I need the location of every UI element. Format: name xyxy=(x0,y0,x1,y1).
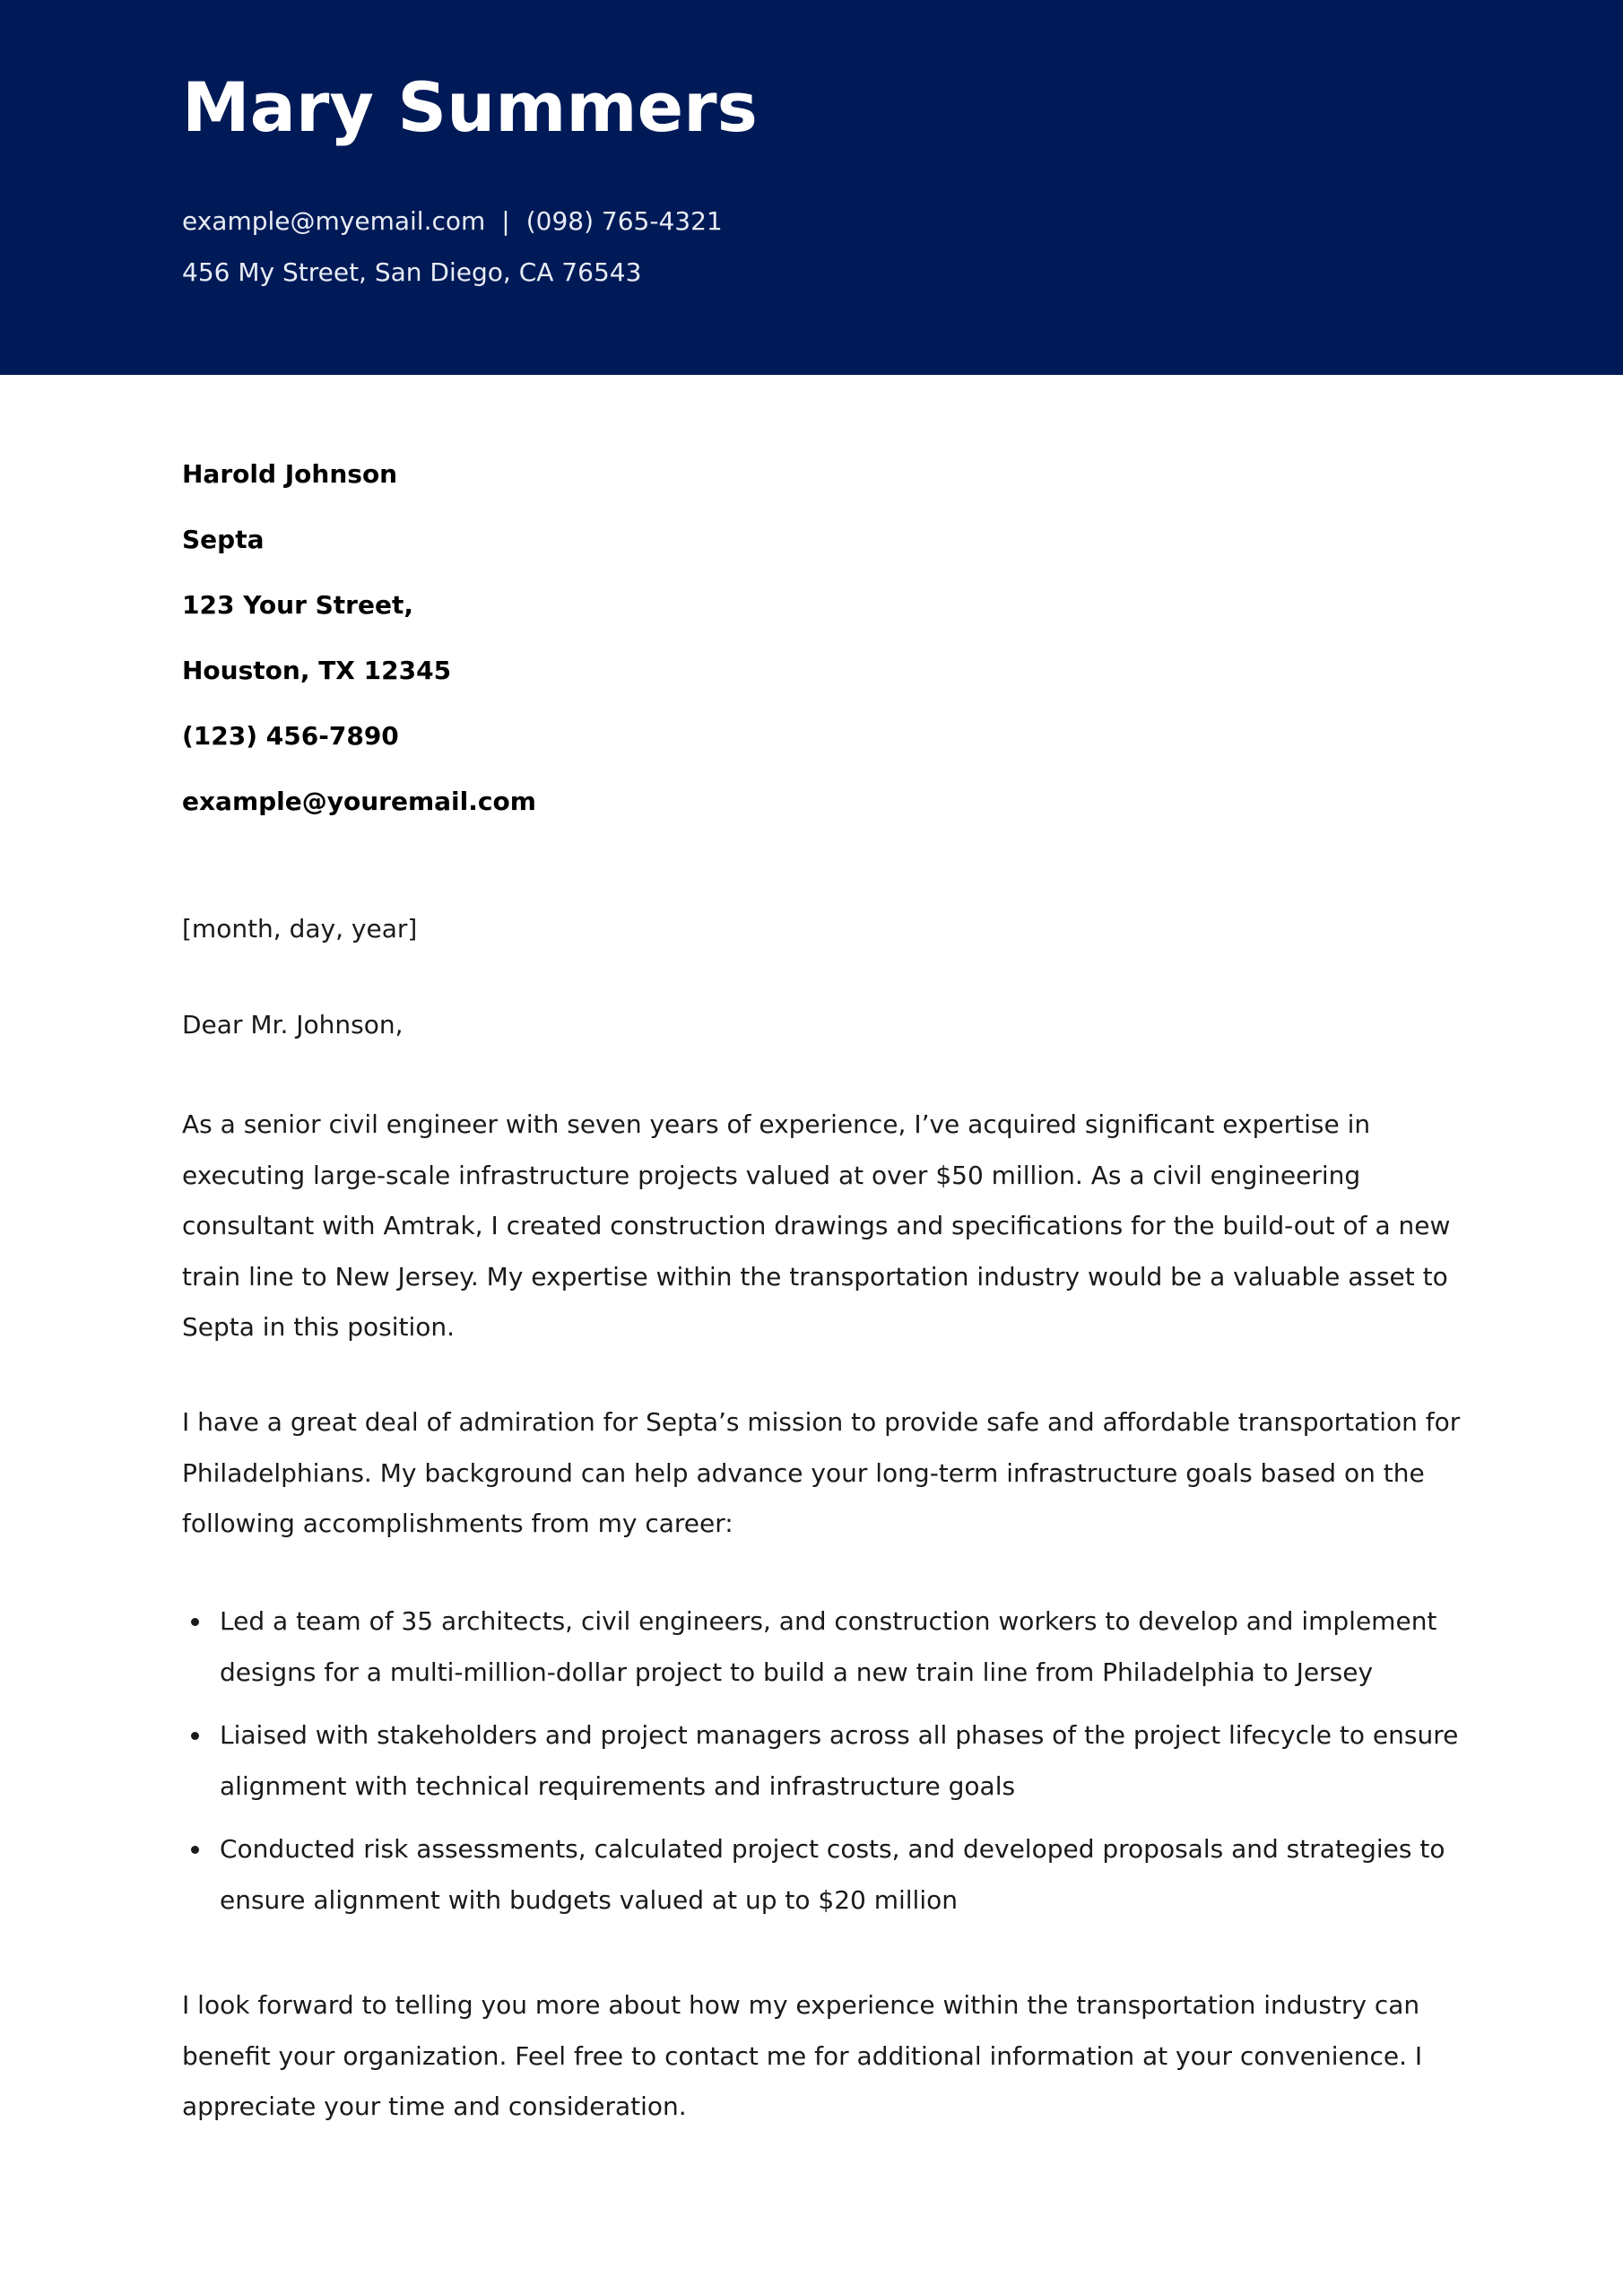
list-item xyxy=(182,1824,1464,1926)
recipient-phone: (123) 456-7890 xyxy=(182,721,399,751)
contact-separator: | xyxy=(501,206,510,236)
salutation: Dear Mr. Johnson, xyxy=(182,1010,404,1039)
recipient-company: Septa xyxy=(182,525,265,554)
accomplishments-list xyxy=(182,1596,1464,1938)
letter-header xyxy=(0,0,1623,375)
sender-email: example@myemail.com xyxy=(182,206,486,236)
sender-name: Mary Summers xyxy=(182,67,758,147)
list-item-text: Led a team of 35 architects, civil engineers, and construction workers to develop and implement designs for a multi-million-dollar project to build a new train line from Philadelphia to Jersey xyxy=(220,1606,1437,1687)
sender-phone: (098) 765-4321 xyxy=(525,206,723,236)
recipient-street: 123 Your Street, xyxy=(182,590,413,620)
letter-date: [month, day, year] xyxy=(182,914,418,944)
bullet-dot-icon xyxy=(191,1618,199,1626)
sender-address: 456 My Street, San Diego, CA 76543 xyxy=(182,257,642,287)
recipient-city: Houston, TX 12345 xyxy=(182,656,452,685)
closing-paragraph: I look forward to telling you more about how my experience within the transportation industry can benefit your organization. Feel free to contact me for additional information at your convenience. I appreciate your time and consideration. xyxy=(182,1990,1423,2121)
list-item xyxy=(182,1710,1464,1812)
recipient-email: example@youremail.com xyxy=(182,787,536,816)
body-paragraph-1: As a senior civil engineer with seven years of experience, I’ve acquired significant expertise in executing large-scale infrastructure projects valued at over $50 million. As a civil engineering consultant with Amtrak, I created construction drawings and specifications for the build-out of a new train line to New Jersey. My expertise within the transportation industry would be a valuable asset to Septa in this position. xyxy=(182,1109,1451,1342)
sender-contact-line xyxy=(182,206,723,237)
bullet-dot-icon xyxy=(191,1732,199,1740)
recipient-name: Harold Johnson xyxy=(182,459,398,489)
list-item xyxy=(182,1596,1464,1698)
list-item-text: Liaised with stakeholders and project managers across all phases of the project lifecycle to ensure alignment with technical requirements and infrastructure goals xyxy=(220,1720,1459,1801)
list-item-text: Conducted risk assessments, calculated project costs, and developed proposals and strategies to ensure alignment with budgets valued at up to $20 million xyxy=(220,1834,1445,1915)
recipient-block xyxy=(182,457,536,850)
bullet-dot-icon xyxy=(191,1846,199,1854)
body-paragraph-2: I have a great deal of admiration for Septa’s mission to provide safe and affordable transportation for Philadelphians. My background can help advance your long-term infrastructure goals based on the following accomplishments from my career: xyxy=(182,1407,1461,1538)
